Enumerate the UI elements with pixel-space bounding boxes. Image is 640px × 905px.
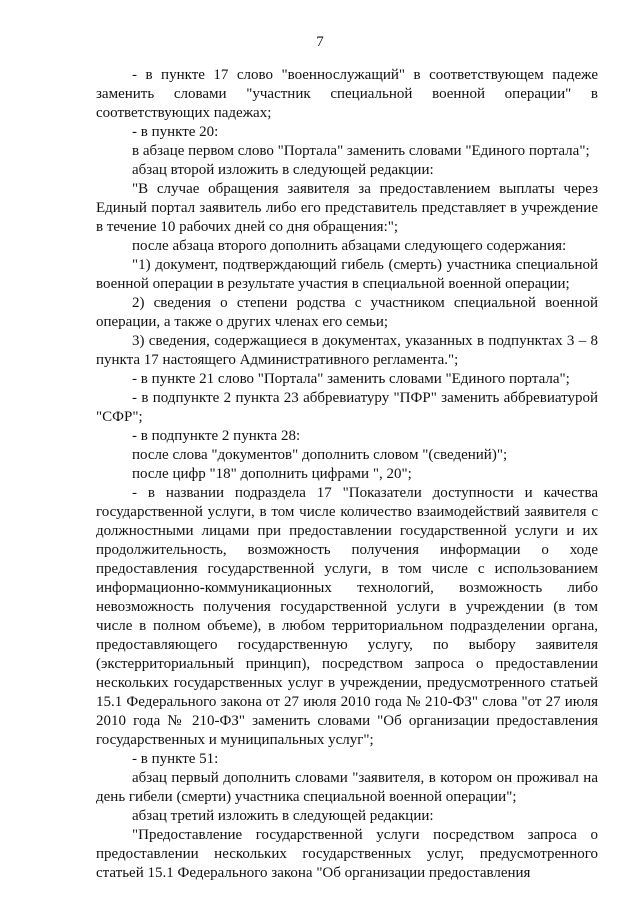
paragraph-subsection-17: - в названии подраздела 17 "Показатели доступности и качества государственной услуги, в том числе количество взаимодействий заявителя с должностными лицами при предоставлении государственной услуги и их продолжительность, возможность получения информации о ходе предоставления государственной услуги, в том числе с использованием информационно-коммуникационных технологий, возможность либо невозможность получения государственной услуги в учреждении (в том числе в полном объеме), в любом территориальном подразделении органа, предоставляющего государственную услугу, по выбору заявителя (экстерриториальный принцип), посредством запроса о предоставлении нескольких государственных услуг в учреждении, предусмотренного статьей 15.1 Федерального закона от 27 июля 2010 года № 210-ФЗ" слова "от 27 июля 2010 года № 210-ФЗ" заменить словами "Об организации предоставления государственных и муниципальных услуг"; [96, 485, 598, 748]
paragraph-after-abzac: после абзаца второго дополнить абзацами следующего содержания: [132, 238, 567, 254]
paragraph-abzac-1: в абзаце первом слово "Портала" заменить словами "Единого портала"; [132, 143, 590, 159]
paragraph-item-17: - в пункте 17 слово "военнослужащий" в соответствующем падеже заменить словами "участник специальной военной операции" в соответствующих падежах; [96, 67, 598, 121]
paragraph-quote-provision: "Предоставление государственной услуги посредством запроса о предоставлении нескольких государственных услуг, предусмотренного статьей 15.1 Федерального закона "Об организации предоставления [96, 827, 598, 881]
paragraph-item-20: - в пункте 20: [132, 124, 219, 140]
document-body [96, 66, 598, 883]
paragraph-list-2: 2) сведения о степени родства с участником специальной военной операции, а также о других членах его семьи; [96, 295, 598, 330]
paragraph-abzac-2: абзац второй изложить в следующей редакции: [132, 162, 434, 178]
paragraph-item-51: - в пункте 51: [132, 751, 219, 767]
paragraph-digits: после цифр "18" дополнить цифрами ", 20"; [132, 466, 412, 482]
paragraph-abzac-third: абзац третий изложить в следующей редакции: [132, 808, 434, 824]
paragraph-list-3: 3) сведения, содержащиеся в документах, указанных в подпунктах 3 – 8 пункта 17 настоящего Административного регламента."; [96, 333, 598, 368]
page-number: 7 [316, 34, 324, 50]
paragraph-documents: после слова "документов" дополнить словом "(сведений)"; [132, 447, 508, 463]
paragraph-quote-case: "В случае обращения заявителя за предоставлением выплаты через Единый портал заявитель либо его представитель представляет в учреждение в течение 10 рабочих дней со дня обращения:"; [96, 181, 598, 235]
paragraph-item-23: - в подпункте 2 пункта 23 аббревиатуру "ПФР" заменить аббревиатурой "СФР"; [96, 390, 598, 425]
paragraph-abzac-first: абзац первый дополнить словами "заявителя, в котором он проживал на день гибели (смерти) участника специальной военной операции"; [96, 770, 598, 805]
paragraph-item-21: - в пункте 21 слово "Портала" заменить словами "Единого портала"; [132, 371, 570, 387]
paragraph-list-1: "1) документ, подтверждающий гибель (смерть) участника специальной военной операции в результате участия в специальной военной операции; [96, 257, 598, 292]
paragraph-item-28: - в подпункте 2 пункта 28: [132, 428, 301, 444]
